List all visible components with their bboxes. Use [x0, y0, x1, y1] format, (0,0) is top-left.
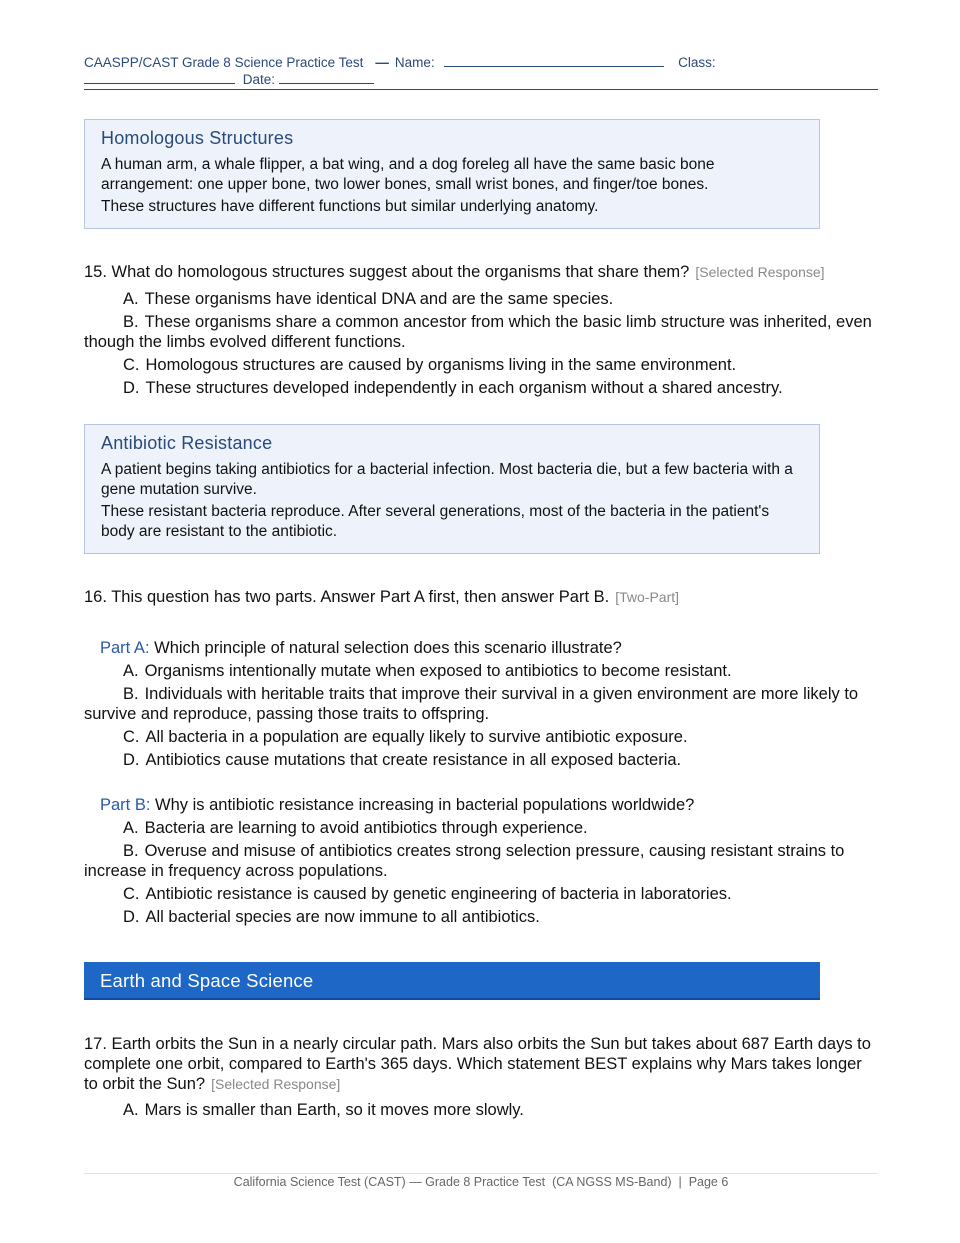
answer-option[interactable]: [84, 907, 874, 927]
option-letter: D.: [123, 751, 140, 769]
option-text: Organisms intentionally mutate when exposed to antibiotics to become resistant.: [144, 662, 732, 680]
header-row: [84, 54, 878, 71]
page-header: [84, 54, 878, 90]
part-a-label: Part A:: [100, 639, 150, 657]
question-stem: [84, 262, 874, 282]
part-b-label: Part B:: [100, 796, 151, 814]
question-stem: [84, 587, 874, 607]
box-paragraph: These resistant bacteria reproduce. After several generations, most of the bacteria in the patient's body are resistant to the antibiotic.: [101, 503, 770, 540]
part-a-prompt: Which principle of natural selection does this scenario illustrate?: [154, 639, 622, 657]
part-a: [84, 638, 874, 658]
page-footer: [84, 1173, 878, 1189]
answer-option[interactable]: [84, 727, 874, 747]
date-blank[interactable]: [279, 71, 374, 84]
question-15: [84, 262, 874, 398]
option-text: Antibiotics cause mutations that create resistance in all exposed bacteria.: [145, 751, 682, 769]
option-letter: B.: [123, 842, 139, 860]
stem-text: 17. Earth orbits the Sun in a nearly circular path. Mars also orbits the Sun but takes about 687 Earth days to complete one orbit, compared to Earth's 365 days. Which statement BEST explains why Mars takes longer to orbit the Sun?: [84, 1035, 871, 1093]
answer-option[interactable]: [84, 1100, 874, 1120]
option-letter: D.: [123, 379, 140, 397]
option-letter: A.: [123, 819, 139, 837]
answer-option[interactable]: [84, 312, 874, 352]
answer-option[interactable]: [84, 750, 874, 770]
option-letter: C.: [123, 885, 140, 903]
class-label: Class:: [678, 55, 716, 70]
date-label: Date:: [242, 72, 276, 87]
question-stem: [84, 1034, 874, 1094]
section-heading-bar: [84, 962, 820, 1000]
option-text: Overuse and misuse of antibiotics creates strong selection pressure, causing resistant strains to increase in frequency across populations.: [84, 842, 845, 880]
header-dash: —: [375, 55, 389, 70]
option-text: Bacteria are learning to avoid antibiotics through experience.: [144, 819, 588, 837]
answer-option[interactable]: [84, 684, 874, 724]
box-title: Homologous Structures: [101, 128, 294, 148]
option-text: These organisms share a common ancestor from which the basic limb structure was inherited, even though the limbs evolved different functions.: [84, 313, 872, 351]
part-b: [84, 795, 874, 815]
part-b-prompt: Why is antibiotic resistance increasing in bacterial populations worldwide?: [155, 796, 695, 814]
class-blank[interactable]: [84, 71, 235, 84]
name-blank[interactable]: [444, 54, 664, 67]
option-text: All bacterial species are now immune to all antibiotics.: [145, 908, 540, 926]
name-label: Name:: [394, 55, 435, 70]
option-letter: C.: [123, 728, 140, 746]
option-letter: A.: [123, 1101, 139, 1119]
antibiotic-resistance-box: [84, 424, 820, 554]
section-title: Earth and Space Science: [100, 970, 314, 991]
question-type-tag: [Two-Part]: [615, 589, 680, 605]
answer-option[interactable]: [84, 661, 874, 681]
option-letter: B.: [123, 685, 139, 703]
box-paragraph: A patient begins taking antibiotics for a bacterial infection. Most bacteria die, but a few bacteria with a gene mutation survive.: [101, 461, 793, 498]
homologous-structures-box: [84, 119, 820, 229]
question-16: [84, 587, 874, 927]
option-letter: D.: [123, 908, 140, 926]
answer-option[interactable]: [84, 289, 874, 309]
question-type-tag: [Selected Response]: [695, 264, 825, 280]
option-letter: B.: [123, 313, 139, 331]
box-paragraph: These structures have different functions but similar underlying anatomy.: [101, 198, 599, 215]
option-text: Individuals with heritable traits that improve their survival in a given environment are more likely to survive and reproduce, passing those traits to offspring.: [84, 685, 859, 723]
option-letter: C.: [123, 356, 140, 374]
option-text: These structures developed independently in each organism without a shared ancestry.: [145, 379, 783, 397]
option-text: All bacteria in a population are equally likely to survive antibiotic exposure.: [145, 728, 688, 746]
option-text: Antibiotic resistance is caused by genetic engineering of bacteria in laboratories.: [145, 885, 732, 903]
box-paragraph: A human arm, a whale flipper, a bat wing, and a dog foreleg all have the same basic bone arrangement: one upper bone, two lower bones, small wrist bones, and finger/toe bones.: [101, 156, 715, 193]
question-type-tag: [Selected Response]: [211, 1076, 341, 1092]
footer-text: California Science Test (CAST) — Grade 8 Practice Test (CA NGSS MS-Band) | Page 6: [233, 1175, 729, 1189]
header-row-2: [84, 71, 878, 90]
stem-text: 16. This question has two parts. Answer Part A first, then answer Part B.: [84, 588, 610, 606]
option-letter: A.: [123, 290, 139, 308]
stem-text: 15. What do homologous structures suggest about the organisms that share them?: [84, 263, 690, 281]
answer-option[interactable]: [84, 378, 874, 398]
option-text: These organisms have identical DNA and are the same species.: [144, 290, 614, 308]
answer-option[interactable]: [84, 355, 874, 375]
box-title: Antibiotic Resistance: [101, 433, 273, 453]
answer-option[interactable]: [84, 884, 874, 904]
option-text: Homologous structures are caused by organisms living in the same environment.: [145, 356, 737, 374]
answer-option[interactable]: [84, 818, 874, 838]
question-17: [84, 1034, 874, 1120]
answer-option[interactable]: [84, 841, 874, 881]
option-letter: A.: [123, 662, 139, 680]
option-text: Mars is smaller than Earth, so it moves more slowly.: [144, 1101, 524, 1119]
test-title: CAASPP/CAST Grade 8 Science Practice Test: [84, 55, 364, 70]
